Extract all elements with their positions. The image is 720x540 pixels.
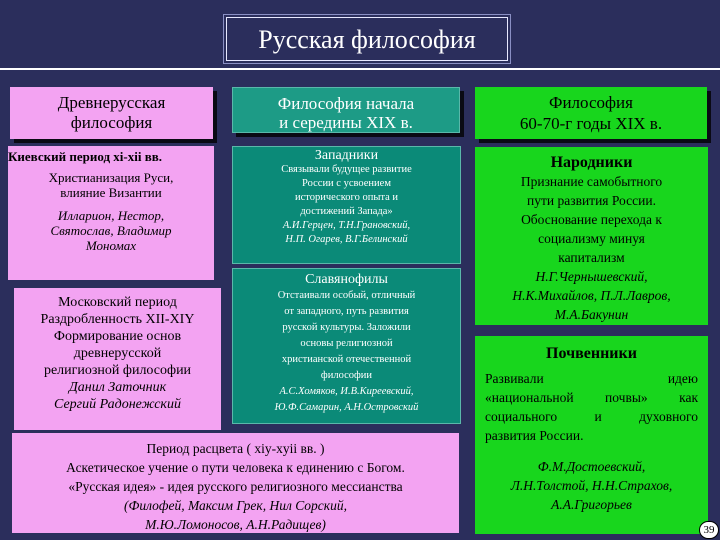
narodniki-box — [475, 147, 708, 325]
moscow-period-box — [14, 288, 221, 430]
moscow-line-5: религиозной философии — [43, 363, 192, 378]
flourishing-names-1: (Филофей, Максим Грек, Нил Сорский, — [124, 498, 347, 513]
slavyanofily-text-3: русской культуры. Заложили — [282, 322, 411, 333]
slavyanofily-text-5: христианской отечественной — [281, 354, 412, 365]
slavyanofily-text-1: Отстаивали особый, отличный — [277, 290, 416, 301]
header-early-19c-line2: и середины XIX в. — [279, 113, 413, 132]
kiev-names-2: Святослав, Владимир — [50, 223, 172, 238]
zapadniki-names-1: А.И.Герцен, Т.Н.Грановский, — [282, 220, 411, 231]
flourishing-heading: Период расцвета ( xiy-xyii вв. ) — [146, 441, 325, 456]
pochvenniki-text-3: социального и духовного — [485, 409, 698, 424]
moscow-line-4: древнерусской — [73, 346, 162, 361]
narodniki-text-1: Признание самобытного — [520, 174, 663, 189]
slavyanofily-text-2: от западного, путь развития — [284, 306, 409, 317]
kiev-names-1: Илларион, Нестор, — [57, 208, 165, 223]
narodniki-heading: Народники — [550, 154, 633, 171]
header-old-russian — [10, 87, 213, 139]
zapadniki-text-3: исторического опыта и — [295, 192, 398, 203]
kiev-period-heading: Киевский период xi-xii вв. — [8, 149, 162, 164]
moscow-line-2: Раздробленность XII-XIY — [40, 312, 195, 327]
moscow-names-2: Сергий Радонежский — [54, 397, 181, 412]
zapadniki-text-1: Связывали будущее развитие — [281, 164, 412, 175]
header-60-70s-line2: 60-70-г годы XIX в. — [519, 114, 663, 133]
header-60-70s-line1: Философия — [549, 93, 633, 112]
slavyanofily-text-4: основы религиозной — [300, 338, 393, 349]
pochvenniki-text-4: развития России. — [485, 428, 584, 443]
kiev-names-3: Мономах — [85, 238, 137, 253]
flourishing-names-2: М.Ю.Ломоносов, А.Н.Радищев) — [145, 517, 326, 532]
slavyanofily-names-2: Ю.Ф.Самарин, А.Н.Островский — [274, 402, 419, 413]
moscow-line-1: Московский период — [58, 295, 177, 310]
moscow-line-3: Формирование основ — [53, 329, 182, 344]
slavyanofily-heading: Славянофилы — [305, 272, 388, 287]
narodniki-names-2: Н.К.Михайлов, П.Л.Лавров, — [512, 288, 671, 303]
pochvenniki-text-1: Развивали идею — [485, 371, 698, 386]
zapadniki-box — [232, 146, 461, 264]
narodniki-text-5: капитализм — [558, 250, 625, 265]
header-old-russian-line1: Древнерусская — [57, 93, 166, 112]
header-early-19c-line1: Философия начала — [277, 94, 415, 113]
narodniki-text-3: Обоснование перехода к — [521, 212, 662, 227]
page-number: 39 — [699, 521, 719, 539]
slavyanofily-names-1: А.С.Хомяков, И.В.Киреевский, — [279, 386, 414, 397]
pochvenniki-box — [475, 336, 708, 534]
flourishing-text-2: «Русская идея» - идея русского религиозного мессианства — [68, 479, 403, 494]
zapadniki-text-4: достижений Запада» — [300, 206, 393, 217]
kiev-text-1: Христианизация Руси, — [48, 170, 174, 185]
zapadniki-text-2: России с усвоением — [302, 178, 391, 189]
slavyanofily-text-6: философии — [320, 370, 373, 381]
pochvenniki-heading: Почвенники — [546, 345, 637, 362]
kiev-text-2: влияние Византии — [60, 185, 162, 200]
flourishing-text-1: Аскетическое учение о пути человека к единению с Богом. — [66, 460, 405, 475]
pochvenniki-names-3: А.А.Григорьев — [551, 497, 632, 512]
pochvenniki-names-1: Ф.М.Достоевский, — [537, 459, 646, 474]
flourishing-period-box — [12, 433, 459, 533]
narodniki-names-3: М.А.Бакунин — [554, 307, 629, 322]
divider-line — [0, 68, 720, 70]
narodniki-names-1: Н.Г.Чернышевский, — [535, 269, 648, 284]
page-title: Русская философия — [226, 17, 508, 61]
zapadniki-names-2: Н.П. Огарев, В.Г.Белинский — [285, 234, 408, 245]
kiev-period-box — [8, 146, 214, 280]
header-60-70s — [475, 87, 707, 139]
header-old-russian-line2: философия — [70, 113, 153, 132]
narodniki-text-4: социализму минуя — [538, 231, 645, 246]
narodniki-text-2: пути развития России. — [527, 193, 656, 208]
zapadniki-heading: Западники — [314, 148, 379, 163]
header-early-19c — [232, 87, 460, 133]
pochvenniki-names-2: Л.Н.Толстой, Н.Н.Страхов, — [510, 478, 673, 493]
slavyanofily-box — [232, 268, 461, 424]
moscow-names-1: Данил Заточник — [68, 380, 167, 395]
pochvenniki-text-2: «национальной почвы» как — [485, 390, 698, 405]
